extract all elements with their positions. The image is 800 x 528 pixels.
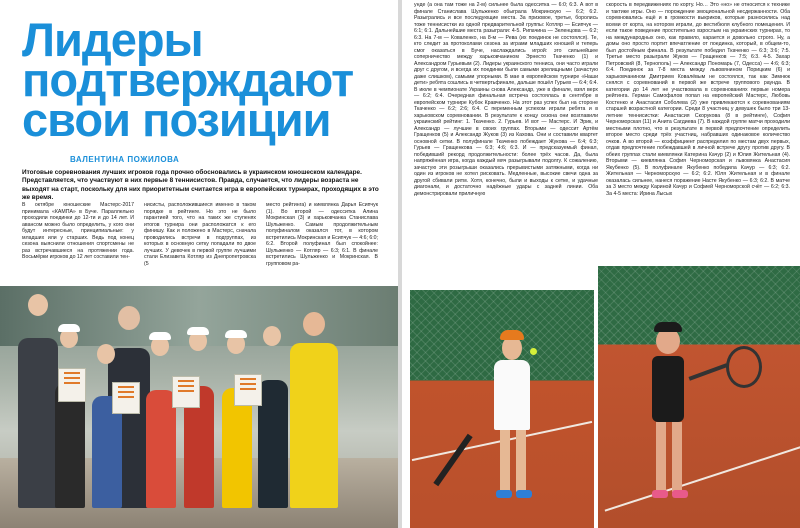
left-page xyxy=(0,0,398,528)
woman-head xyxy=(303,312,325,336)
player-cap xyxy=(654,322,682,332)
article-headline: Лидеры подтверждают свои позиции xyxy=(22,13,354,146)
right-page xyxy=(402,0,800,528)
player-shoe-right xyxy=(672,490,688,498)
player-leg-left xyxy=(500,430,510,492)
kid-figure-6 xyxy=(258,380,288,508)
kid-figure-5 xyxy=(222,388,252,508)
tennis-ball xyxy=(530,348,537,355)
article-author: ВАЛЕНТИНА ПОЖИЛОВА xyxy=(70,155,180,164)
player-cap xyxy=(500,330,524,340)
player-shoe-left xyxy=(496,490,512,498)
coach-figure xyxy=(18,338,58,508)
kid-head-2 xyxy=(97,344,115,364)
court-fence xyxy=(598,266,800,345)
diploma-4 xyxy=(234,374,262,406)
woman-figure xyxy=(290,343,338,508)
player-shoe-right xyxy=(516,490,532,498)
tennis-boy-photo xyxy=(410,290,594,528)
official-head xyxy=(118,306,140,330)
kid-head-6 xyxy=(263,326,281,346)
kid-cap-5 xyxy=(225,330,247,338)
racket xyxy=(433,434,472,487)
player-leg-right xyxy=(672,422,682,492)
kid-cap-3 xyxy=(149,332,171,340)
racket-handle xyxy=(689,363,728,380)
text-column-3: место рейтинга) и киевлянка Дарья Есипчук (1). Во второй — одесситка Алина Мокринская (3) и харьковчанка Станислава Шульженко. Самым продолжительным полуфиналом оказался тот, в котором встретились Мокринская и Есипчук — 4:6; 6:0; 6:2. Второй полуфинал был спокойнее: Шульженко — Котляр — 6:3; 6:1. В финале встретились Шульженко и Мокринская. В групповом ра- xyxy=(266,202,378,267)
text-column-1: В октябре юношеские Мастерс-2017 принимала «КАМПА» в Буче. Параллельно проходили поединки до 12-ти и до 14 лет. И авансом можно было определить, у кого они будут интересные, принципиальные: у младших или у старших. Ведь под конец сезона выяснили отношения спортсмены не раз встречавшиеся на протяжении года. Восьмёрки игроков до 12 лет составили тен- xyxy=(22,202,134,260)
diploma-2 xyxy=(112,382,140,414)
player-leg-right xyxy=(516,430,526,492)
team-photo xyxy=(0,286,398,528)
court-line xyxy=(605,422,800,511)
player-dress xyxy=(652,356,684,422)
diploma-1 xyxy=(58,368,86,402)
text-column-2: нисисты, расположившиеся именно в таком порядке в рейтинге. Но это не было гарантией того, что на таких же ступенях итогов турнира они расположатся к его финишу. Как и положено в Мастерс, сначала проводились встречи в подгруппах, из которых в основную сетку попадали по двое лучших. У девочек в первой группе лучшими стали Елизавета Котляр из Днепропетровска (5 xyxy=(144,202,256,267)
kid-cap-1 xyxy=(58,324,80,332)
kid-cap-4 xyxy=(187,327,209,335)
coach-head xyxy=(28,294,48,316)
player-shirt xyxy=(494,360,530,430)
tennis-girl-photo xyxy=(598,266,800,528)
player-leg-left xyxy=(656,422,666,492)
player-shoe-left xyxy=(652,490,668,498)
article-lead: Итоговые соревнования лучших игроков года прочно обосновались в украинском юношеском календаре. Представляется, что участвуют в них первые 8 теннисистов. Правда, случается, что лидеры возраста не выходят на старт, поскольку для них приоритетным считается игра в европейских турнирах, проходящих в это же время. xyxy=(22,169,379,202)
text-column-right-2: скорость в передвижениях по корту. Но… Это «но» не относится к технике и тактике игры. Оно — порождение эмоциональной несдержанности. Оба соревновались ещё и в громкости выкриков, которые разносились над всеми от корта, на котором играли, до вестибюля клубного помещения. И если такое поведение простительно взрослым на украинских турнирах, то на международных оно, как правило, карается и довольно строго. Ну, а домы оно просто портит впечатление от поединка, который, в общем-то, был достойным финала. В результате победил Ткаченко — 6:3; 3:6; 7:5. Третье место разыграли Жуков — Гращенков — 7:5; 6:3. 4-5. Захар Петровский (8, Тернополь) — Александр Пономарь (7, Одесса) — 4:6; 6:3; 6:4. Поединок за 7-8 места между львовянином Порицким (6) и харьковчанином Дмитрием Ковалёвым не состоялся, так как Зимнюк снялся с соревнований в первой же встрече группового раунда. В категории до 14 лет не участвовала в соревнованиях первые номера рейтинга. Герман Самофалов попал на европейский Мастерс, Любовь Костенко и Анастасия Соболева (2) уже привлекаются к соревнованиям старшей возрастной категории. Среди 8 участниц у девушек было три 13-летние теннисистки: Анастасия Скорукова (8 в рейтинге), София Черноморская (11) и Анита Сагдиева (7). В каждой группе матчи проходили местными плотно, что в результате в первой предпочтение определить второе место среди трёх участниц, набравших одинаковое количество очков. А во второй — коэффициент распределил по местам двух первых, отдав предпочтение побеждавшей в личной встрече другу против другу. В обеих группах стали киевлянки Катерина Качур (2) и Юлия Жительная (4). Вторыми — киевлянка София Черноморская и львовянка Анастасия Якубенко (5). В полуфинале Якубенко победила Качур — 6:3; 6:2. Жительная — Черноморскую — 6:2; 6:2. Юля Жительная и в финале оказалась сильнее, нанеся поражение Насте Якубенко — 6:3; 6:2. В матче за 3 место между Кариной Качур и Софией Черноморской счёт — 6:2; 6:3. За 4-5 места: Ирина Лысых xyxy=(606,2,790,197)
text-column-right-1: унде (а она там тоже на 2-м) сильнее была одесситка — 6:0; 6:3. А вот в финале Станислава Шульженко обыграла Мокринскую — 6:2; 6:2. Разыгрались и все последующие места. За призовое, третье, боролись тоже теннисистки из одной предварительной группы: Котляр — Есипчук — 6:1; 6:1. Дальнейшие места разыграли: 4-5. Рипачина — Зеленцова — 6:2; 6:3. На 7-м — Коваленко, на 8-м — Рева (их поединок не состоялся). Те, кто следит за протоколами сезона за играми младших юношей и теперь смог оказаться в Буче, наслаждались игрой: это сильнейшее соперничество между харьковчанином Эрнесто Ткаченко (1) и Александром Гурьевым (2). Лидеры украинского тенниса, они часто играли друг с другом, и всегда их поединки были самыми зрелищными (зачастую даже слишком), самыми упорными. В мае в европейском турнире «Наши дети» ребята сошлись в четвертьфинале, дальше пошёл Гурьев — 6:4; 6:4. В июле в чемпионате Украины снова Александр, уже в финале, взял верх — 6:2; 6:4. Очередная финальная встреча состоялась в сентябре в европейском турнире Кубок Кравченко. На этот раз успех был на стороне Ткаченко — 6:2; 2:6; 6:4. С переменным успехом играли ребята и в харьковском соревновании. В результате к концу сезона они возглавили украинский рейтинг: 1. Ткаченко. 2. Гурьев. И вот — Мастерс. И Эрик, и Александр — лучшие в своих группах. Вторыми — одессит Артём Гращенков (5) и Александр Жуков (3) из Кахова. Они и составили квартет основной сетки. В полуфинале Ткаченко побеждает Жукова — 6:4; 6:3; Гурьев — Гращенкова — 6:3; 4:6; 6:3. И — предсказуемый финал, победивший рекорд продолжительности: более трёх часов. Да, была напряжённая игра, когда каждый мяч разыгрывали подолгу. К сожалению, зачастую эти розыгрыши оказались прерывистыми затяжными, когда ни один из игроков не хотел рисковать. Медленные, высокие свечи одна за другой сбивали ритм. Хотя, конечно, были и выходы к сетке, и удачные диагонали, и достаточно надёжные удары с задней линии. Оба демонстрировали приличную xyxy=(414,2,598,197)
diploma-3 xyxy=(172,376,200,408)
racket xyxy=(726,346,762,388)
